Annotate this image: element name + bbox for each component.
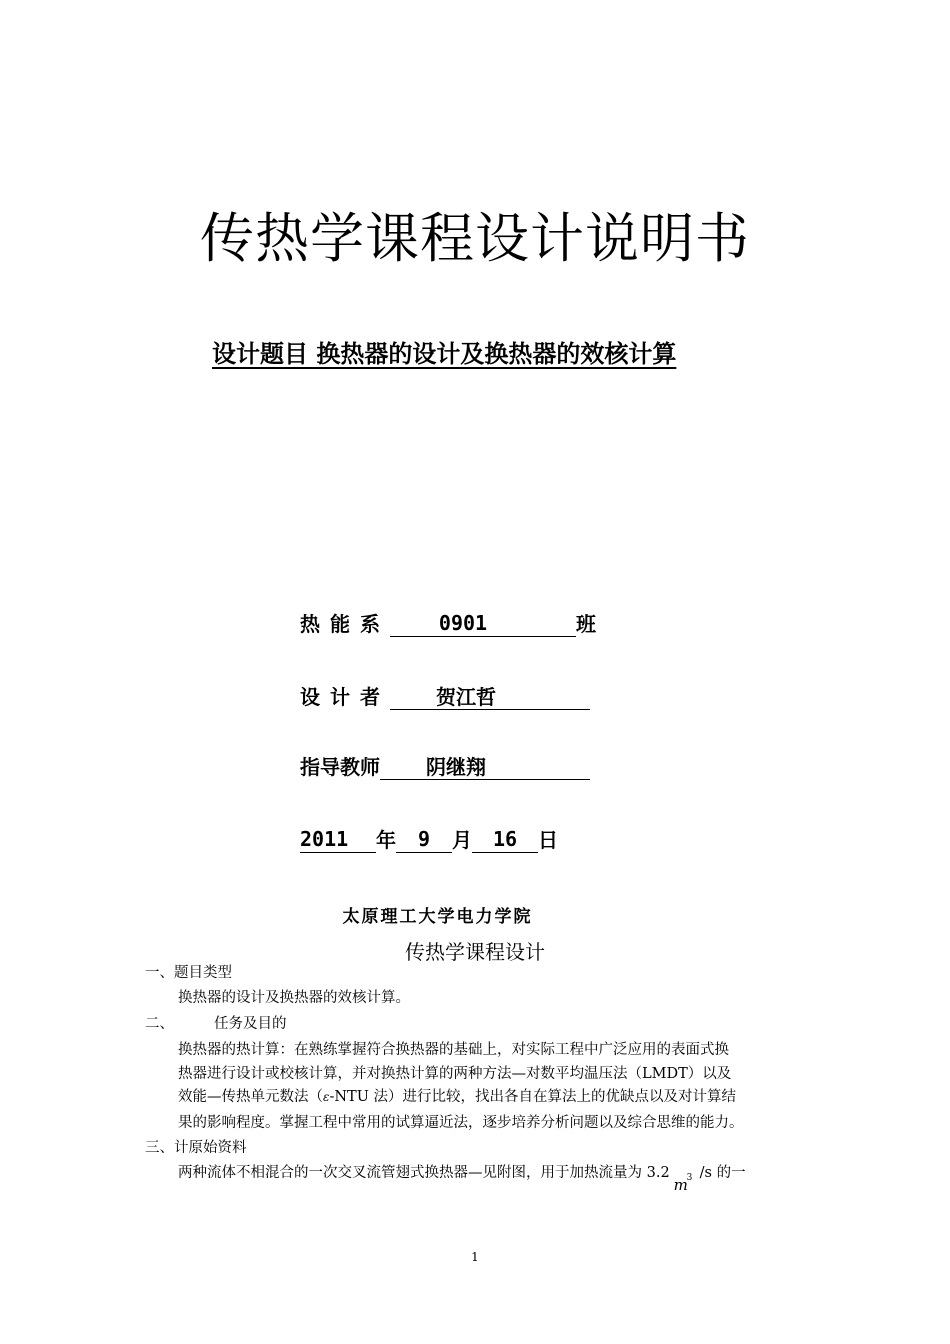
designer-row	[300, 681, 590, 710]
course-heading: 传热学课程设计	[405, 940, 545, 964]
school-name: 太原理工大学电力学院	[342, 907, 533, 927]
dept-suffix: 班	[576, 612, 596, 636]
designer-label: 设计者	[300, 685, 390, 709]
page-number: 1	[471, 1250, 479, 1264]
section-2-line-2: 热器进行设计或校核计算，并对换热计算的两种方法—对数平均温压法（LMDT）以及	[178, 1066, 732, 1082]
teacher-row	[300, 751, 590, 780]
document-title: 传热学课程设计说明书	[200, 207, 750, 270]
teacher-label: 指导教师	[300, 755, 380, 779]
section-2-line-3: 效能—传热单元数法（ε-NTU 法）进行比较，找出各自在算法上的优缺点以及对计算结	[178, 1089, 737, 1105]
date-year: 2011	[300, 826, 376, 853]
designer-value: 贺江哲	[390, 684, 590, 710]
dept-value: 0901	[390, 610, 576, 637]
date-day: 16	[472, 826, 538, 853]
teacher-value: 阴继翔	[380, 754, 590, 780]
section-2-line-4: 果的影响程度。掌握工程中常用的试算逼近法，逐步培养分析问题以及综合思维的能力。	[178, 1115, 744, 1131]
date-year-unit: 年	[376, 828, 396, 852]
date-month-unit: 月	[452, 828, 472, 852]
design-subject: 设计题目 换热器的设计及换热器的效核计算	[212, 340, 677, 368]
date-month: 9	[396, 826, 452, 853]
section-2-line-1: 换热器的热计算：在熟练掌握符合换热器的基础上，对实际工程中广泛应用的表面式换	[178, 1042, 729, 1058]
section-2-heading	[145, 1013, 287, 1035]
section-3-line-1: 两种流体不相混合的一次交叉流管翅式换热器—见附图，用于加热流量为 3.2 m 3 /s 的一	[178, 1162, 746, 1184]
dept-label: 热能系	[300, 612, 390, 636]
section-1-heading: 一、题目类型	[145, 965, 232, 981]
section-1-body: 换热器的设计及换热器的效核计算。	[178, 990, 410, 1006]
dept-row	[300, 608, 596, 637]
date-row	[300, 824, 558, 853]
epsilon-symbol: ε	[323, 1090, 330, 1104]
unit-m3: m 3	[673, 1173, 693, 1194]
section-2-title: 任务及目的	[214, 1016, 287, 1032]
date-day-unit: 日	[538, 828, 558, 852]
section-2-number: 二、	[145, 1016, 174, 1032]
section-3-heading: 三、计原始资料	[145, 1140, 247, 1156]
